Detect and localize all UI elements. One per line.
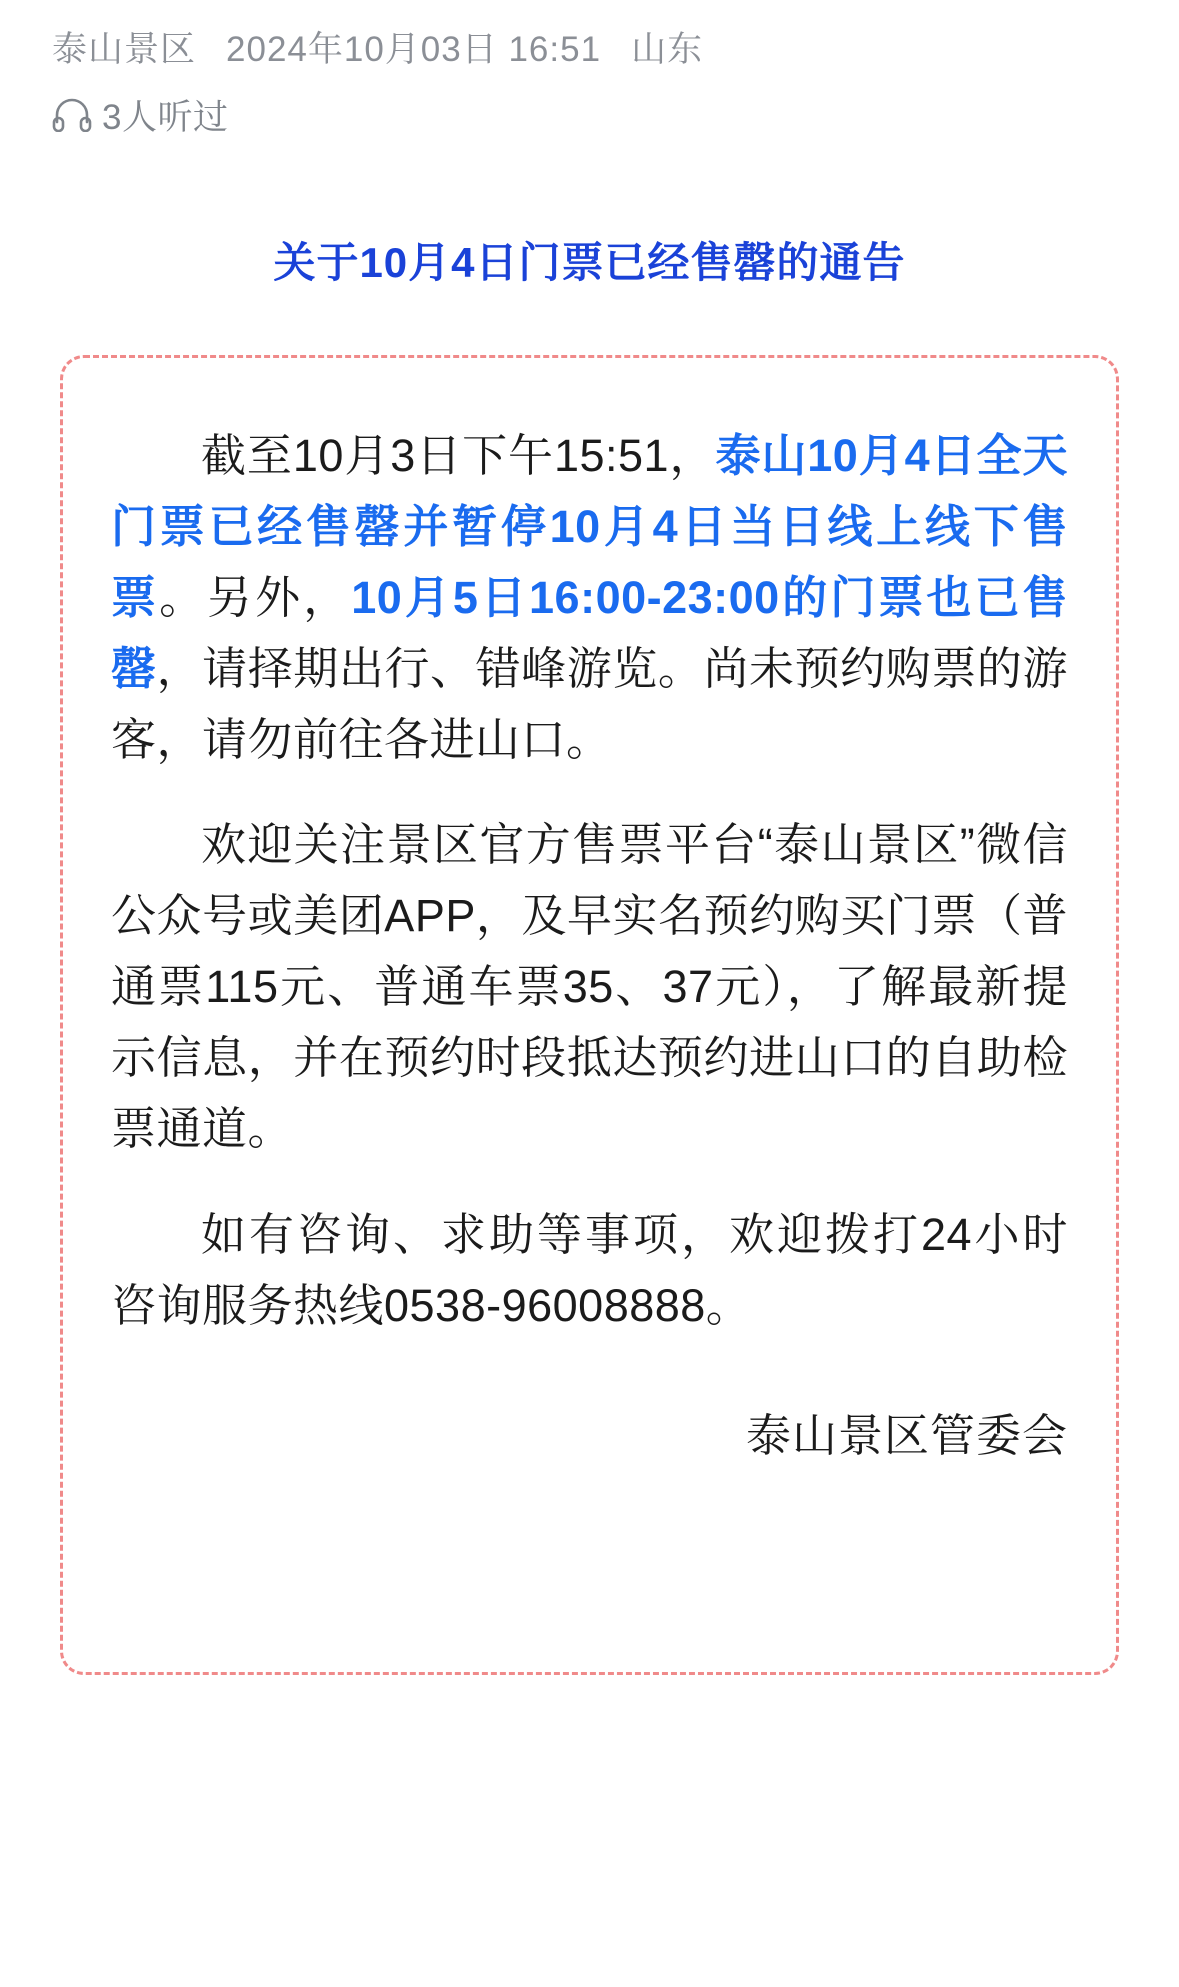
body-text: ，请择期出行、错峰游览。尚未预约购票的游客，请勿前往各进山口。 (111, 642, 1068, 765)
account-name[interactable]: 泰山景区 (52, 30, 197, 69)
publish-datetime: 2024年10月03日 16:51 (226, 30, 602, 69)
publish-region: 山东 (631, 30, 704, 69)
page-title: 关于10月4日门票已经售罄的通告 (273, 239, 906, 286)
article-meta (0, 22, 1179, 72)
listen-count-row[interactable] (0, 72, 1179, 140)
notice-paragraphs (111, 420, 1068, 1341)
body-text: 欢迎关注景区官方售票平台“泰山景区”微信公众号或美团APP，及早实名预约购买门票（普通票115元、普通车票35、37元），了解最新提示信息，并在预约时段抵达预约进山口的自助检票通道。 (111, 819, 1068, 1155)
body-text: 如有咨询、求助等事项，欢迎拨打24小时咨询服务热线0538-96008888。 (111, 1208, 1068, 1331)
highlighted-text: 10月5日16:00-23:00的门票也已售罄 (111, 571, 1068, 694)
paragraph (111, 1199, 1068, 1341)
listen-count-label: 3人听过 (102, 98, 229, 137)
headphone-icon (52, 98, 92, 132)
paragraph (111, 809, 1068, 1164)
body-text: 。另外， (159, 571, 352, 623)
notice-body (60, 355, 1119, 1675)
body-text: 截至10月3日下午15:51， (201, 429, 716, 481)
highlighted-text: 泰山10月4日全天门票已经售罄并暂停10月4日当日线上线下售票 (111, 429, 1068, 623)
paragraph (111, 420, 1068, 775)
signature: 泰山景区管委会 (745, 1409, 1068, 1461)
